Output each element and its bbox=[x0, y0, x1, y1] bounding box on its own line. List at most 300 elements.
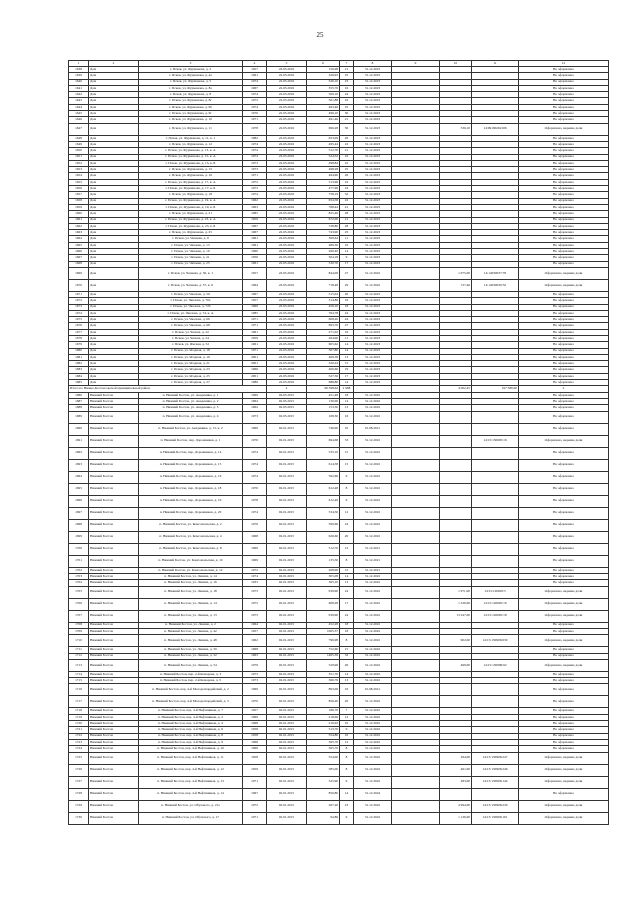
cell-address: п. Нижний Бостон, пер. 4-й Нефтяников, д. 9 bbox=[139, 739, 243, 745]
cell-status: Не оформлено bbox=[519, 696, 609, 708]
cell-settlement: Нижний Бостон bbox=[89, 628, 139, 634]
cell-address: п. Нижний Бостон, пер. 4-й Нефтяников, д. 4 bbox=[139, 721, 243, 727]
table-row bbox=[69, 800, 609, 812]
cell-status: Не оформлено bbox=[519, 329, 609, 335]
cell-status: Оформлено, ведение доли bbox=[519, 659, 609, 671]
cell-area: 565,70 bbox=[307, 746, 340, 752]
cell-settlement: Нижний Бостон bbox=[89, 423, 139, 435]
cell-year: 1963 bbox=[243, 653, 267, 659]
cell-plan-date: 31.12.2023 bbox=[354, 79, 392, 85]
cell-settlement: Нижний Бостон bbox=[89, 586, 139, 598]
cell-status: Оформлено, ведение доли bbox=[519, 776, 609, 788]
cell-settlement: Дом bbox=[89, 198, 139, 204]
cell-plan-date: 31.12.2023 bbox=[354, 335, 392, 341]
cell-count: 16 bbox=[340, 329, 354, 335]
cell-count: 27 bbox=[340, 267, 354, 279]
cell-count: 30 bbox=[340, 111, 354, 117]
cell-plan-date: 31.12.2023 bbox=[354, 198, 392, 204]
cell-cadastral-number: 14:15:130906:230 bbox=[472, 800, 519, 812]
cell-area: 939,90 bbox=[307, 586, 340, 598]
cell-col10 bbox=[440, 696, 472, 708]
cell-cadastral-number: 14:15:130606:161 bbox=[472, 812, 519, 824]
cell-settlement: Дом bbox=[89, 342, 139, 348]
cell-year: 1956 bbox=[243, 255, 267, 261]
cell-count: 15 bbox=[340, 567, 354, 573]
cell-settlement: Нижний Бостон bbox=[89, 392, 139, 398]
cell-year: 1960 bbox=[243, 249, 267, 255]
total-col5: х bbox=[267, 386, 307, 393]
cell-col10: 1 971,00 bbox=[440, 586, 472, 598]
cell-area: 513,70 bbox=[307, 727, 340, 733]
cell-status: Не оформлено bbox=[519, 223, 609, 229]
cell-date: 22.03.2016 bbox=[267, 373, 307, 379]
cell-count: 24 bbox=[340, 519, 354, 531]
cell-status: Не оформлено bbox=[519, 647, 609, 653]
table-row bbox=[69, 279, 609, 291]
cell-date: 22.03.2016 bbox=[267, 154, 307, 160]
cell-status: Не оформлено bbox=[519, 135, 609, 141]
cell-count: 17 bbox=[340, 598, 354, 610]
cell-plan-date: 31.12.2022 bbox=[354, 739, 392, 745]
cell-year: 1967 bbox=[243, 291, 267, 297]
cell-year: 1964 bbox=[243, 399, 267, 405]
cell-area: 1005,37 bbox=[307, 628, 340, 634]
cell-count: 22 bbox=[340, 98, 354, 104]
cell-plan-date: 31.12.2022 bbox=[354, 586, 392, 598]
cell-year: 1957 bbox=[243, 298, 267, 304]
cell-count: 8 bbox=[340, 764, 354, 776]
cell-count: 25 bbox=[340, 104, 354, 110]
cell-number: 1686 bbox=[69, 392, 89, 398]
table-row bbox=[69, 788, 609, 800]
table-row bbox=[69, 447, 609, 459]
cell-plan-date: 31.12.2022 bbox=[354, 653, 392, 659]
cell-area: 856,20 bbox=[307, 696, 340, 708]
cell-date: 22.03.2016 bbox=[267, 230, 307, 236]
cell-status: Не оформлено bbox=[519, 555, 609, 567]
cell-col10 bbox=[440, 684, 472, 696]
cell-area: 496,10 bbox=[307, 111, 340, 117]
cell-area: 530,70 bbox=[307, 261, 340, 267]
cell-date: 02.01.2015 bbox=[267, 459, 307, 471]
cell-plan-date: 31.12.2023 bbox=[354, 111, 392, 117]
cell-plan-date: 31.12.2023 bbox=[354, 380, 392, 386]
cell-area: 612,46 bbox=[307, 495, 340, 507]
cell-plan-date: 31.12.2022 bbox=[354, 598, 392, 610]
cell-area: 156,98 bbox=[307, 67, 340, 73]
cell-count: 28 bbox=[340, 211, 354, 217]
cell-year: 1974 bbox=[243, 459, 267, 471]
cell-area: 498,28 bbox=[307, 167, 340, 173]
cell-date: 22.03.2016 bbox=[267, 354, 307, 360]
cell-date: 22.03.2016 bbox=[267, 342, 307, 348]
cell-settlement: Нижний Бостон bbox=[89, 721, 139, 727]
cell-year: 1975 bbox=[243, 598, 267, 610]
cell-date: 22.03.2016 bbox=[267, 267, 307, 279]
table-row bbox=[69, 483, 609, 495]
cell-status: Не оформлено bbox=[519, 348, 609, 354]
cell-year: 1971 bbox=[243, 348, 267, 354]
cell-settlement: Дом bbox=[89, 204, 139, 210]
cell-address: п. Нижний Бостон, ул. Комсомольская, д. 2 bbox=[139, 519, 243, 531]
cell-number: 1649 bbox=[69, 141, 89, 147]
cell-col9 bbox=[392, 752, 440, 764]
cell-number: 1663 bbox=[69, 230, 89, 236]
cell-address: г. Псков, ул. Чапаева, д. 25 bbox=[139, 261, 243, 267]
cell-year: 1966 bbox=[243, 367, 267, 373]
cell-address: п. Нижний Бостон, ул. Ленина, д. 18 bbox=[139, 586, 243, 598]
cell-area: 208,96 bbox=[307, 567, 340, 573]
cell-date: 22.03.2016 bbox=[267, 111, 307, 117]
cell-area: 893,06 bbox=[307, 684, 340, 696]
cell-settlement: Дом bbox=[89, 329, 139, 335]
cell-date: 22.03.2016 bbox=[267, 123, 307, 135]
cell-settlement: Нижний Бостон bbox=[89, 746, 139, 752]
cell-status: Не оформлено bbox=[519, 98, 609, 104]
cell-date: 02.01.2015 bbox=[267, 764, 307, 776]
cell-cadastral-number: 14:09190262106 bbox=[472, 123, 519, 135]
cell-col10 bbox=[440, 435, 472, 447]
cell-settlement: Нижний Бостон bbox=[89, 405, 139, 411]
cell-year: 1969 bbox=[243, 555, 267, 567]
cell-address: г. Псков, ул. Ягодная, д. 23 bbox=[139, 367, 243, 373]
cell-area: 366,76 bbox=[307, 678, 340, 684]
cell-number: 1661 bbox=[69, 217, 89, 223]
cell-cadastral-number bbox=[472, 423, 519, 435]
cell-number: 1642 bbox=[69, 92, 89, 98]
cell-col9 bbox=[392, 776, 440, 788]
cell-date: 22.03.2016 bbox=[267, 211, 307, 217]
cell-plan-date: 31.12.2022 bbox=[354, 708, 392, 714]
cell-year: 1968 bbox=[243, 531, 267, 543]
cell-area: 94,86 bbox=[307, 812, 340, 824]
cell-date: 02.01.2015 bbox=[267, 483, 307, 495]
cell-col9 bbox=[392, 812, 440, 824]
cell-settlement: Нижний Бостон bbox=[89, 622, 139, 628]
cell-address: г. Псков, ул. Фурманова, д. 5 bbox=[139, 79, 243, 85]
cell-date: 22.03.2016 bbox=[267, 92, 307, 98]
table-row bbox=[69, 812, 609, 824]
cell-settlement: Нижний Бостон bbox=[89, 598, 139, 610]
cell-address: г. Псков, ул. Чапаева, д. 9 bbox=[139, 236, 243, 242]
cell-status: Не оформлено bbox=[519, 684, 609, 696]
cell-date: 22.03.2016 bbox=[267, 141, 307, 147]
cell-date: 02.01.2015 bbox=[267, 622, 307, 628]
cell-cadastral-number bbox=[472, 543, 519, 555]
cell-area: 451,48 bbox=[307, 392, 340, 398]
cell-count: 28 bbox=[340, 223, 354, 229]
cell-count: 26 bbox=[340, 135, 354, 141]
cell-col9 bbox=[392, 483, 440, 495]
cell-address: п. Нижний Бостон, пер. 4-й Нефтяников, д. 2 bbox=[139, 714, 243, 720]
cell-plan-date: 31.12.2023 bbox=[354, 217, 392, 223]
table-row bbox=[69, 776, 609, 788]
column-number: 9 bbox=[392, 61, 440, 67]
cell-count: 13 bbox=[340, 354, 354, 360]
cell-address: г. Псков, ул. Чапаева, д. 37, к. 6 bbox=[139, 279, 243, 291]
cell-settlement: Дом bbox=[89, 148, 139, 154]
cell-col9 bbox=[392, 659, 440, 671]
cell-address: г. Псков, ул. Фурманова, д. 9г bbox=[139, 111, 243, 117]
cell-col10: 1 329,00 bbox=[440, 598, 472, 610]
cell-plan-date: 31.12.2021 bbox=[354, 567, 392, 573]
cell-settlement: Нижний Бостон bbox=[89, 696, 139, 708]
cell-settlement: Дом bbox=[89, 179, 139, 185]
cell-address: п. Нижний Бостон, ул. Ленина, д. 16 bbox=[139, 580, 243, 586]
cell-count: 22 bbox=[340, 179, 354, 185]
cell-status: Не оформлено bbox=[519, 173, 609, 179]
cell-plan-date: 31.12.2022 bbox=[354, 411, 392, 423]
cell-status: Оформлено, ведение доли bbox=[519, 123, 609, 135]
cell-address: п. Нижний Бостон, пер. 4-й Нефтяников, д. 10 bbox=[139, 746, 243, 752]
cell-count: 22 bbox=[340, 198, 354, 204]
cell-status: Не оформлено bbox=[519, 230, 609, 236]
cell-year: 1973 bbox=[243, 167, 267, 173]
cell-number: 1703 bbox=[69, 574, 89, 580]
cell-count: 25 bbox=[340, 230, 354, 236]
cell-year: 1976 bbox=[243, 111, 267, 117]
total-count: 2 998 bbox=[340, 386, 354, 393]
cell-plan-date: 31.12.2022 bbox=[354, 659, 392, 671]
cell-date: 02.01.2015 bbox=[267, 598, 307, 610]
total-col12: х bbox=[519, 386, 609, 393]
cell-area: 314,86 bbox=[307, 298, 340, 304]
cell-col10 bbox=[440, 507, 472, 519]
cell-settlement: Дом bbox=[89, 267, 139, 279]
cell-year: 1974 bbox=[243, 79, 267, 85]
cell-date: 22.03.2016 bbox=[267, 317, 307, 323]
cell-area: 768,44 bbox=[307, 204, 340, 210]
cell-plan-date: 31.12.2022 bbox=[354, 647, 392, 653]
table-row bbox=[69, 696, 609, 708]
cell-status: Не оформлено bbox=[519, 367, 609, 373]
cell-number: 1679 bbox=[69, 342, 89, 348]
cell-plan-date: 31.12.2022 bbox=[354, 628, 392, 634]
cell-settlement: Дом bbox=[89, 154, 139, 160]
cell-date: 02.01.2015 bbox=[267, 647, 307, 653]
cell-date: 22.03.2016 bbox=[267, 361, 307, 367]
cell-area: 512,76 bbox=[307, 148, 340, 154]
cell-address: г. Псков, ул. Фурманова, д. 11, к. 1 bbox=[139, 135, 243, 141]
cell-plan-date: 31.12.2022 bbox=[354, 733, 392, 739]
cell-cadastral-number: 14:15:130906:249 bbox=[472, 764, 519, 776]
cell-area: 696,28 bbox=[307, 123, 340, 135]
cell-year: 1974 bbox=[243, 447, 267, 459]
cell-plan-date: 31.12.2023 bbox=[354, 192, 392, 198]
cell-cadastral-number bbox=[472, 507, 519, 519]
cell-plan-date: 31.12.2023 bbox=[354, 261, 392, 267]
cell-area: 400,60 bbox=[307, 367, 340, 373]
cell-number: 1719 bbox=[69, 714, 89, 720]
cell-settlement: Нижний Бостон bbox=[89, 647, 139, 653]
cell-plan-date: 31.12.2022 bbox=[354, 405, 392, 411]
cell-address: г. Псков, ул. Фурманова, д. 9б bbox=[139, 104, 243, 110]
cell-status: Не оформлено bbox=[519, 354, 609, 360]
cell-number: 1725 bbox=[69, 752, 89, 764]
cell-address: г. Псков, ул. Фурманова, д. 8а bbox=[139, 85, 243, 91]
cell-number: 1638 bbox=[69, 67, 89, 73]
cell-address: г. Псков, ул. Фурманова, д. 13, к. А bbox=[139, 148, 243, 154]
cell-settlement: Нижний Бостон bbox=[89, 752, 139, 764]
table-row bbox=[69, 123, 609, 135]
cell-number: 1667 bbox=[69, 255, 89, 261]
cell-plan-date: 31.12.2023 bbox=[354, 135, 392, 141]
cell-year: 1974 bbox=[243, 154, 267, 160]
cell-year: 1963 bbox=[243, 204, 267, 210]
cell-year: 1957 bbox=[243, 267, 267, 279]
cell-settlement: Дом bbox=[89, 242, 139, 248]
cell-area: 135,50 bbox=[307, 555, 340, 567]
table-row bbox=[69, 531, 609, 543]
cell-number: 1660 bbox=[69, 211, 89, 217]
cell-plan-date: 31.12.2023 bbox=[354, 186, 392, 192]
cell-date: 22.03.2016 bbox=[267, 179, 307, 185]
cell-status: Не оформлено bbox=[519, 567, 609, 573]
cell-area: 456,16 bbox=[307, 304, 340, 310]
cell-settlement: Нижний Бостон bbox=[89, 495, 139, 507]
cell-cadastral-number bbox=[472, 788, 519, 800]
cell-settlement: Нижний Бостон bbox=[89, 653, 139, 659]
cell-area: 494,90 bbox=[307, 173, 340, 179]
cell-plan-date: 31.12.2023 bbox=[354, 373, 392, 379]
cell-address: п. Нижний Бостон, ул. Комсомольская, д. 4 bbox=[139, 531, 243, 543]
cell-year: 1967 bbox=[243, 788, 267, 800]
cell-plan-date: 31.12.2022 bbox=[354, 752, 392, 764]
cell-date: 02.01.2015 bbox=[267, 555, 307, 567]
cell-year: 1972 bbox=[243, 179, 267, 185]
cell-year: 2001 bbox=[243, 373, 267, 379]
cell-date: 02.01.2015 bbox=[267, 684, 307, 696]
cell-status: Не оформлено bbox=[519, 323, 609, 329]
cell-year: 1974 bbox=[243, 471, 267, 483]
cell-area: 654,58 bbox=[307, 198, 340, 204]
cell-area: 608,28 bbox=[307, 598, 340, 610]
cell-col10: 1 136,00 bbox=[440, 812, 472, 824]
cell-year: 1959 bbox=[243, 764, 267, 776]
cell-area: 688,80 bbox=[307, 380, 340, 386]
cell-date: 02.01.2015 bbox=[267, 447, 307, 459]
cell-plan-date: 31.12.2023 bbox=[354, 148, 392, 154]
cell-number: 1724 bbox=[69, 746, 89, 752]
cell-year: 1986 bbox=[243, 380, 267, 386]
cell-status: Оформлено, ведение доли bbox=[519, 598, 609, 610]
cell-status: Не оформлено bbox=[519, 310, 609, 316]
cell-area: 796,98 bbox=[307, 635, 340, 647]
cell-settlement: Дом bbox=[89, 192, 139, 198]
cell-area: 565,70 bbox=[307, 739, 340, 745]
cell-address: п. Нижний Бостон, ул. Обухового, д. 17 bbox=[139, 812, 243, 824]
cell-plan-date: 31.12.2022 bbox=[354, 800, 392, 812]
cell-year: 1971 bbox=[243, 117, 267, 123]
cell-plan-date: 31.12.2022 bbox=[354, 392, 392, 398]
cell-status: Не оформлено bbox=[519, 361, 609, 367]
cell-settlement: Дом bbox=[89, 117, 139, 123]
cell-plan-date: 31.12.2022 bbox=[354, 483, 392, 495]
cell-year: 1973 bbox=[243, 671, 267, 677]
cell-status: Не оформлено bbox=[519, 739, 609, 745]
cell-status: Не оформлено bbox=[519, 104, 609, 110]
cell-settlement: Дом bbox=[89, 135, 139, 141]
cell-date: 02.01.2015 bbox=[267, 727, 307, 733]
cell-address: г. Псков, ул. Фурманова, д. 23, к. Б bbox=[139, 223, 243, 229]
cell-cadastral-number bbox=[472, 519, 519, 531]
cell-year: 1964 bbox=[243, 279, 267, 291]
cell-count: 14 bbox=[340, 671, 354, 677]
cell-status: Не оформлено bbox=[519, 392, 609, 398]
cell-date: 02.01.2015 bbox=[267, 635, 307, 647]
cell-count: 21 bbox=[340, 67, 354, 73]
cell-area: 304,18 bbox=[307, 255, 340, 261]
cell-address: п. Нижний Бостон, пер. 2-й Комарова, д. 5 bbox=[139, 678, 243, 684]
cell-plan-date: 31.12.2023 bbox=[354, 291, 392, 297]
cell-number: 1669 bbox=[69, 267, 89, 279]
cell-date: 22.03.2016 bbox=[267, 304, 307, 310]
cell-status: Не оформлено bbox=[519, 580, 609, 586]
cell-count: 16 bbox=[340, 684, 354, 696]
cell-date: 02.01.2015 bbox=[267, 543, 307, 555]
column-number: 12 bbox=[519, 61, 609, 67]
cell-date: 02.01.2015 bbox=[267, 653, 307, 659]
cell-settlement: Нижний Бостон bbox=[89, 635, 139, 647]
cell-year: 1962 bbox=[243, 405, 267, 411]
cell-number: 1644 bbox=[69, 104, 89, 110]
cell-number: 1639 bbox=[69, 73, 89, 79]
cell-plan-date: 31.12.2023 bbox=[354, 167, 392, 173]
cell-status: Не оформлено bbox=[519, 298, 609, 304]
cell-settlement: Нижний Бостон bbox=[89, 708, 139, 714]
cell-cadastral-number bbox=[472, 411, 519, 423]
cell-area: 326,93 bbox=[307, 73, 340, 79]
cell-year: 1961 bbox=[243, 261, 267, 267]
cell-date: 22.03.2016 bbox=[267, 204, 307, 210]
cell-address: п. Нижний Бостон, пер. 4-й Нефтяников, д. 8 bbox=[139, 733, 243, 739]
table-row bbox=[69, 610, 609, 622]
cell-count: 29 bbox=[340, 279, 354, 291]
cell-count: 15 bbox=[340, 447, 354, 459]
cell-count: 16 bbox=[340, 298, 354, 304]
cell-status: Не оформлено bbox=[519, 721, 609, 727]
cell-address: г. Псков, ул. Чкалова, д. 74, к. А bbox=[139, 310, 243, 316]
cell-status: Не оформлено bbox=[519, 317, 609, 323]
cell-address: п. Нижний Бостон, ул. Ленина, д. 13 bbox=[139, 610, 243, 622]
cell-settlement: Дом bbox=[89, 173, 139, 179]
cell-address: п. Нижний Бостон, пер. Дорожников, д. 15 bbox=[139, 459, 243, 471]
column-number: 1 bbox=[69, 61, 89, 67]
cell-settlement: Дом bbox=[89, 323, 139, 329]
cell-count: 18 bbox=[340, 628, 354, 634]
cell-count: 13 bbox=[340, 405, 354, 411]
cell-plan-date: 31.12.2023 bbox=[354, 173, 392, 179]
cell-settlement: Нижний Бостон bbox=[89, 531, 139, 543]
cell-settlement: Дом bbox=[89, 361, 139, 367]
cell-status: Не оформлено bbox=[519, 236, 609, 242]
cell-status: Не оформлено bbox=[519, 678, 609, 684]
cell-number: 1708 bbox=[69, 622, 89, 628]
cell-area: 752,60 bbox=[307, 647, 340, 653]
cell-number: 1702 bbox=[69, 567, 89, 573]
cell-address: г. Псков, ул. Чехова, д. 24 bbox=[139, 335, 243, 341]
cell-address: п. Нижний Бостон, пер. Дорожников, д. 20 bbox=[139, 507, 243, 519]
cell-plan-date: 31.12.2022 bbox=[354, 507, 392, 519]
cell-count: 15 bbox=[340, 459, 354, 471]
cell-plan-date: 31.12.2023 bbox=[354, 160, 392, 166]
cell-year: 1971 bbox=[243, 323, 267, 329]
column-number: 5 bbox=[267, 61, 307, 67]
cell-area: 524,52 bbox=[307, 154, 340, 160]
cell-col9 bbox=[392, 598, 440, 610]
cell-date: 22.03.2016 bbox=[267, 67, 307, 73]
cell-year: 1969 bbox=[243, 392, 267, 398]
